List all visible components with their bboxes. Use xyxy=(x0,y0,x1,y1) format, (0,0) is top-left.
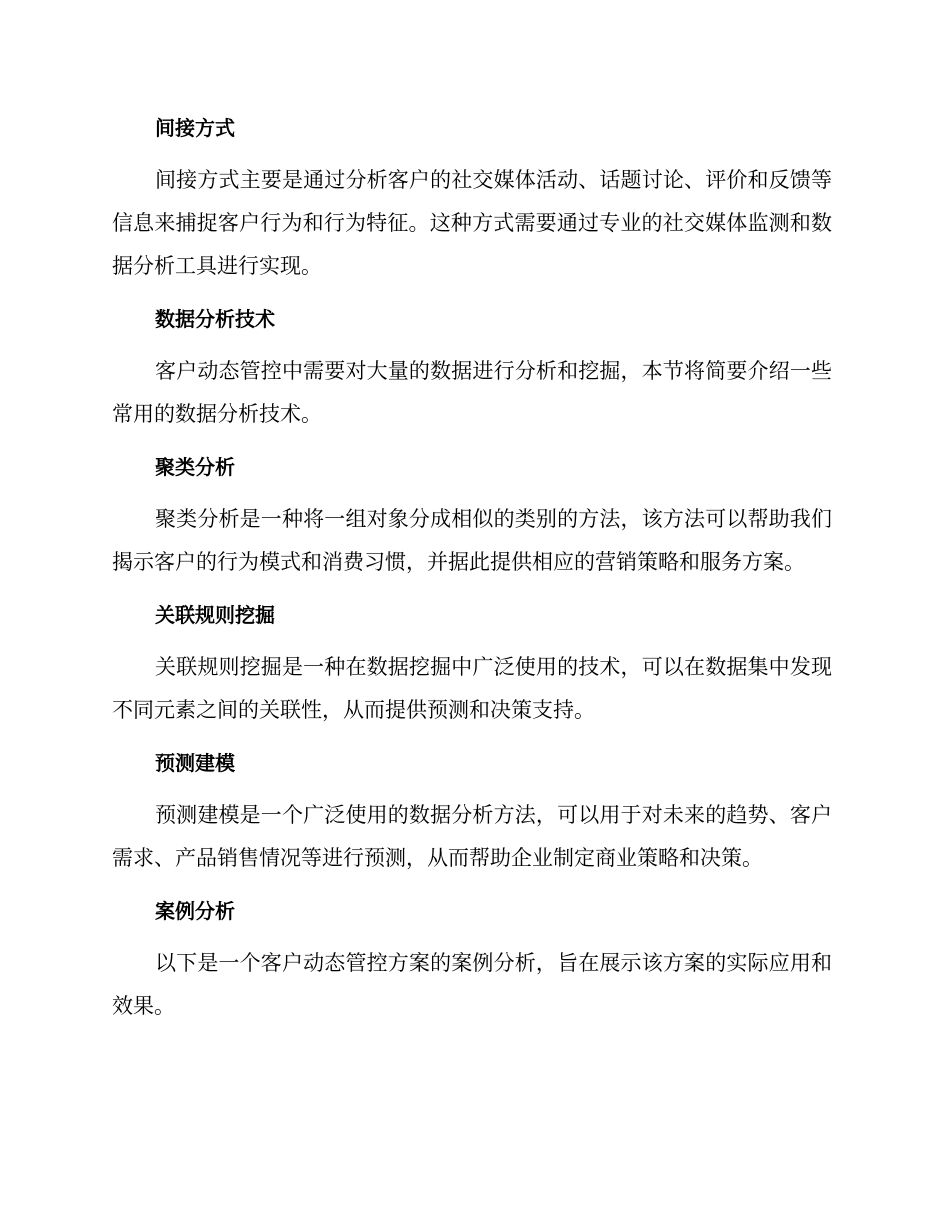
section-heading: 数据分析技术 xyxy=(155,307,275,331)
section-heading: 关联规则挖掘 xyxy=(155,603,275,627)
section-predictive-modeling xyxy=(112,743,832,880)
section-indirect-method xyxy=(112,108,832,288)
section-association-rule-mining xyxy=(112,595,832,732)
document-page xyxy=(112,108,832,1039)
section-cluster-analysis xyxy=(112,447,832,584)
section-heading: 案例分析 xyxy=(155,899,235,923)
section-heading: 间接方式 xyxy=(155,116,235,140)
section-paragraph: 关联规则挖掘是一种在数据挖掘中广泛使用的技术，可以在数据集中发现不同元素之间的关联性，从而提供预测和决策支持。 xyxy=(112,655,832,722)
section-case-study xyxy=(112,891,832,1028)
section-paragraph: 客户动态管控中需要对大量的数据进行分析和挖掘，本节将简要介绍一些常用的数据分析技术。 xyxy=(112,359,832,426)
section-heading: 预测建模 xyxy=(155,751,235,775)
section-paragraph: 聚类分析是一种将一组对象分成相似的类别的方法，该方法可以帮助我们揭示客户的行为模式和消费习惯，并据此提供相应的营销策略和服务方案。 xyxy=(112,507,832,574)
section-paragraph: 间接方式主要是通过分析客户的社交媒体活动、话题讨论、评价和反馈等信息来捕捉客户行为和行为特征。这种方式需要通过专业的社交媒体监测和数据分析工具进行实现。 xyxy=(112,168,832,278)
section-heading: 聚类分析 xyxy=(155,455,235,479)
section-paragraph: 预测建模是一个广泛使用的数据分析方法，可以用于对未来的趋势、客户需求、产品销售情况等进行预测，从而帮助企业制定商业策略和决策。 xyxy=(112,803,832,870)
section-paragraph: 以下是一个客户动态管控方案的案例分析，旨在展示该方案的实际应用和效果。 xyxy=(112,951,832,1018)
section-data-analysis-techniques xyxy=(112,299,832,436)
